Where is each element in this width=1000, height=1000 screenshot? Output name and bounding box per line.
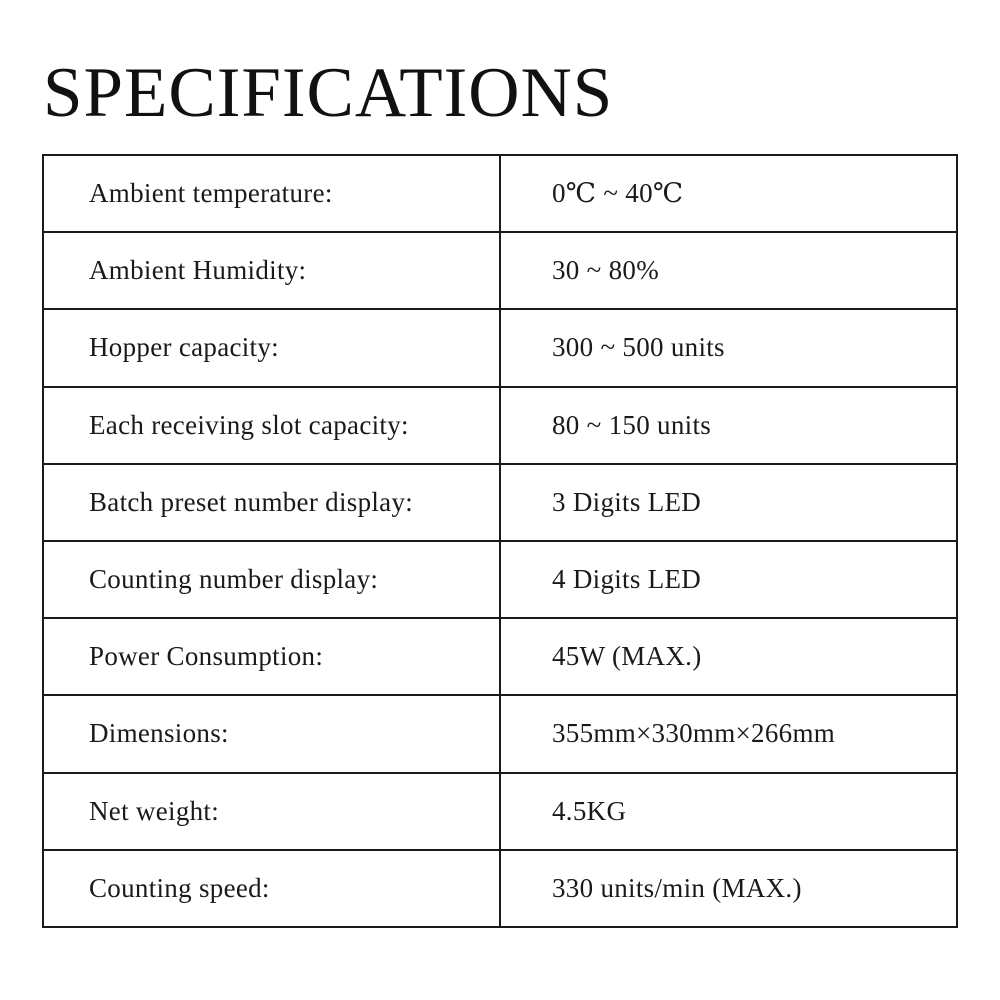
spec-label: Batch preset number display: xyxy=(43,464,500,541)
spec-value: 80 ~ 150 units xyxy=(500,387,957,464)
spec-value: 4.5KG xyxy=(500,773,957,850)
spec-label: Ambient temperature: xyxy=(43,155,500,232)
spec-label: Power Consumption: xyxy=(43,618,500,695)
spec-label: Counting speed: xyxy=(43,850,500,927)
table-row xyxy=(43,541,957,618)
spec-value: 45W (MAX.) xyxy=(500,618,957,695)
table-row xyxy=(43,155,957,232)
table-row xyxy=(43,232,957,309)
table-row xyxy=(43,618,957,695)
spec-label: Hopper capacity: xyxy=(43,309,500,386)
table-row xyxy=(43,773,957,850)
table-row xyxy=(43,695,957,772)
spec-label: Counting number display: xyxy=(43,541,500,618)
spec-value: 0℃ ~ 40℃ xyxy=(500,155,957,232)
page-title: SPECIFICATIONS xyxy=(43,54,614,132)
table-row xyxy=(43,850,957,927)
spec-label: Net weight: xyxy=(43,773,500,850)
table-row xyxy=(43,387,957,464)
spec-value: 330 units/min (MAX.) xyxy=(500,850,957,927)
spec-value: 300 ~ 500 units xyxy=(500,309,957,386)
specifications-table xyxy=(42,154,958,928)
spec-value: 30 ~ 80% xyxy=(500,232,957,309)
spec-label: Each receiving slot capacity: xyxy=(43,387,500,464)
spec-value: 3 Digits LED xyxy=(500,464,957,541)
spec-label: Dimensions: xyxy=(43,695,500,772)
spec-value: 355mm×330mm×266mm xyxy=(500,695,957,772)
spec-value: 4 Digits LED xyxy=(500,541,957,618)
table-row xyxy=(43,464,957,541)
spec-label: Ambient Humidity: xyxy=(43,232,500,309)
table-row xyxy=(43,309,957,386)
